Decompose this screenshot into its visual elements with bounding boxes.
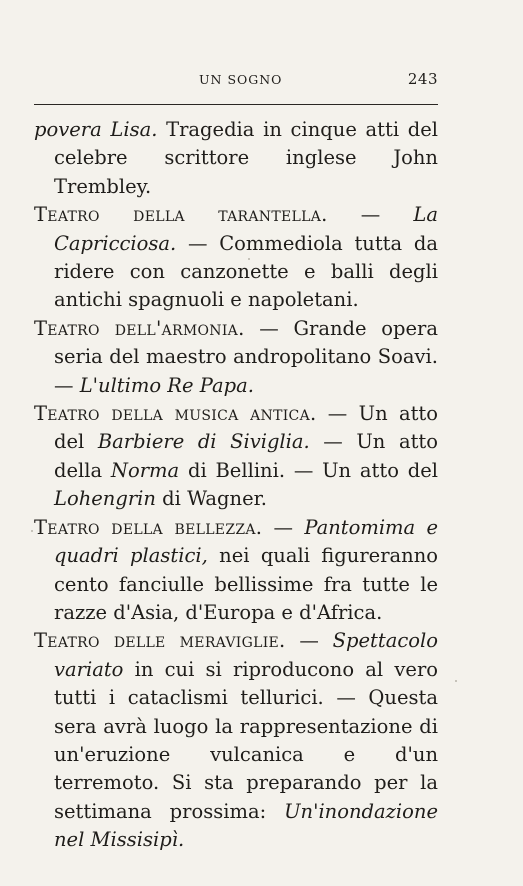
page-body [34,116,438,855]
entry-teatro-musica-antica [34,400,438,514]
theatre-name: Teatro della bellezza. [34,515,263,539]
running-header [34,72,438,90]
header-rule [34,104,438,105]
text-run: — [262,515,305,539]
entry-povera-lisa [34,116,438,201]
text-run: — Commediola tutta da ridere con canzonette e balli degli antichi spagnuoli e napoletani. [54,231,438,312]
text-run: in cui si riproducono al vero tutti i cataclismi tellurici. — Questa sera avrà luogo la rappresentazione di un'eruzione vulcanica e d'un terremoto. Si sta preparando per la settimana prossima: [54,657,438,823]
theatre-name: Teatro delle meraviglie. [34,629,286,653]
theatre-name: Teatro della musica antica. [34,402,317,426]
paper-speck [248,258,250,260]
text-run: — [327,203,414,227]
text-run: di Bellini. — Un atto del [179,458,438,482]
theatre-name: Teatro dell'armonia. [34,316,245,340]
italic-title: Spettacolo variato [54,629,438,681]
italic-title: La Capricciosa. [54,203,438,255]
paper-speck [455,680,457,682]
entry-teatro-armonia [34,315,438,400]
text-run: — [285,629,333,653]
running-title: UN SOGNO [199,72,283,87]
italic-title: Un'inondazione nel Missisipì. [54,799,438,852]
italic-title: L'ultimo Re Papa. [79,373,254,397]
text-run: — Un atto del [54,402,438,454]
page-number: 243 [407,70,438,88]
italic-title: povera Lisa. [34,118,158,141]
text-run: — Un atto della [54,430,438,482]
italic-title: Pantomima e quadri plastici, [54,515,438,568]
entry-teatro-meraviglie [34,627,438,854]
italic-title: Lohengrin [54,487,156,511]
text-run: Tragedia in cinque atti del celebre scrittore inglese John Trembley. [54,118,438,198]
text-run: di Wagner. [155,487,268,511]
text-run: — Grande opera seria del maestro andropolitano Soavi. — [54,316,438,397]
italic-title: Barbiere di Siviglia. [97,430,310,454]
paper-speck [31,530,33,532]
italic-title: Norma [110,458,180,482]
entry-teatro-bellezza [34,514,438,628]
text-run: nei quali figureranno cento fanciulle bellissime fra tutte le razze d'Asia, d'Europa e d'Africa. [54,544,439,624]
theatre-name: Teatro della tarantella. [34,203,328,227]
entry-teatro-tarantella [34,201,438,315]
